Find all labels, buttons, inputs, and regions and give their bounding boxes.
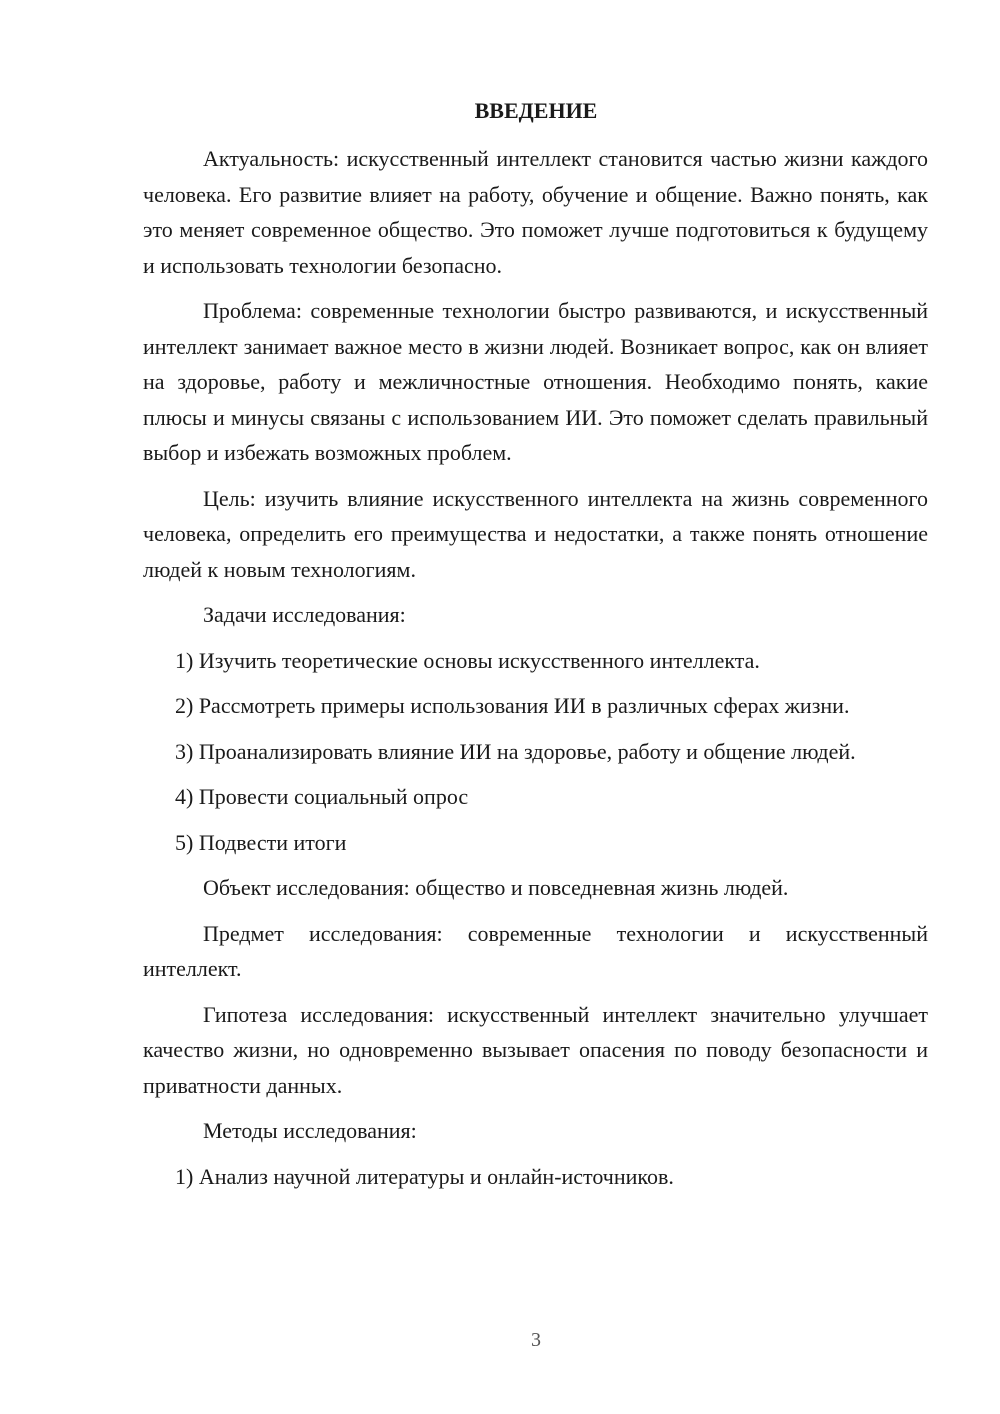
paragraph-hypothesis: Гипотеза исследования: искусственный интеллект значительно улучшает качество жизни, но одновременно вызывает опасения по поводу безопасности и приватности данных. [143, 1001, 928, 1098]
task-item-3: 3) Проанализировать влияние ИИ на здоровье, работу и общение людей. [175, 738, 856, 764]
paragraph-tasks-heading: Задачи исследования: [203, 602, 406, 627]
page-title: ВВЕДЕНИЕ [474, 98, 598, 123]
method-item-1: 1) Анализ научной литературы и онлайн-источников. [175, 1163, 674, 1189]
task-item-4: 4) Провести социальный опрос [175, 784, 469, 809]
paragraph-methods-heading: Методы исследования: [203, 1118, 417, 1143]
paragraph-problem: Проблема: современные технологии быстро развиваются, и искусственный интеллект занимает важное место в жизни людей. Возникает вопрос, как он влияет на здоровье, работу и межличностные отношения. Необходимо понять, какие плюсы и минусы связаны с использованием ИИ. Это поможет сделать правильный выбор и избежать возможных проблем. [143, 298, 928, 465]
task-item-1: 1) Изучить теоретические основы искусственного интеллекта. [175, 647, 760, 673]
paragraph-subject: Предмет исследования: современные технологии и искусственный интеллект. [143, 920, 928, 981]
paragraph-object: Объект исследования: общество и повседневная жизнь людей. [203, 875, 789, 900]
paragraph-goal: Цель: изучить влияние искусственного интеллекта на жизнь современного человека, определить его преимущества и недостатки, а также понять отношение людей к новым технологиям. [143, 485, 928, 582]
page-number: 3 [531, 1329, 541, 1351]
paragraph-relevance: Актуальность: искусственный интеллект становится частью жизни каждого человека. Его развитие влияет на работу, обучение и общение. Важно понять, как это меняет современное общество. Это поможет лучше подготовиться к будущему и использовать технологии безопасно. [143, 146, 928, 278]
document-body [143, 141, 928, 1204]
task-item-5: 5) Подвести итоги [175, 829, 347, 855]
task-item-2: 2) Рассмотреть примеры использования ИИ в различных сферах жизни. [175, 693, 850, 718]
